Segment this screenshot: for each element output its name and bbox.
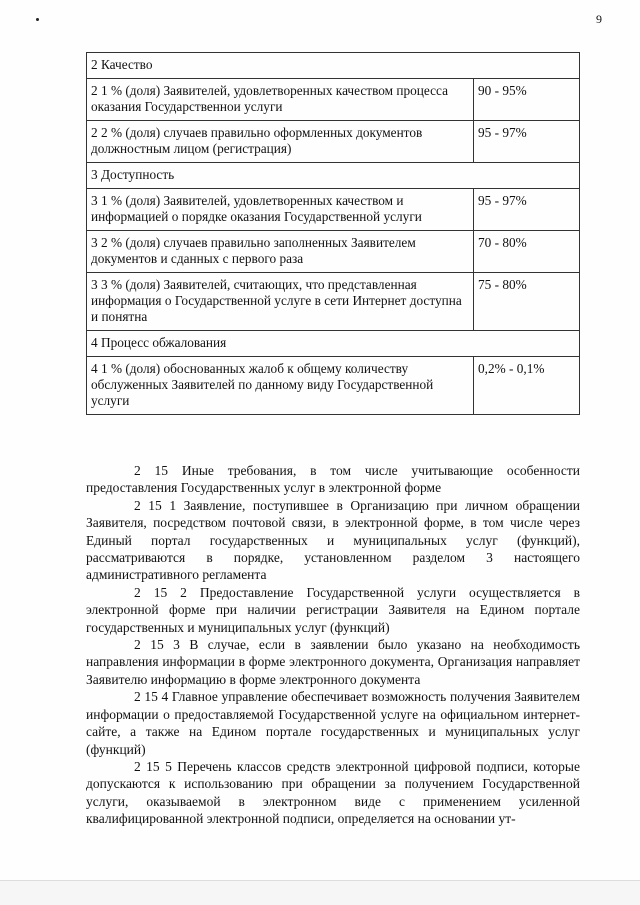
indicator-value: 95 - 97% [474, 121, 580, 163]
paragraph: 2 15 1 Заявление, поступившее в Организацию при личном обращении Заявителя, посредством почтовой связи, в электронной форме, в том числе через Единый портал государственных и муниципальных услуг (функций), рассматриваются в порядке, установленном разделом 3 настоящего административного регламента [86, 497, 580, 583]
scan-bottom-edge [0, 880, 640, 905]
paragraph: 2 15 4 Главное управление обеспечивает возможность получения Заявителем информации о предоставляемой Государственной услуге на официальном интернет-сайте, а также на Едином портале государственных и муниципальных услуг (функций) [86, 689, 580, 757]
table-row [87, 273, 580, 331]
paragraph: 2 15 5 Перечень классов средств электронной цифровой подписи, которые допускаются к использованию при обращении за получением Государственной услуги, оказываемой в электронном виде с применением усиленной квалифицированной электронной подписи, определяется на основании ут- [86, 758, 580, 827]
body-text [86, 462, 580, 828]
indicator-value: 95 - 97% [474, 189, 580, 231]
paragraph: 2 15 2 Предоставление Государственной услуги осуществляется в электронной форме при наличии регистрации Заявителя на Едином портале государственных и муниципальных услуг (функций) [86, 584, 580, 635]
indicator-text: 2 2 % (доля) случаев правильно оформленных документов должностным лицом (регистрация) [87, 121, 474, 163]
table-row [87, 189, 580, 231]
table-row [87, 231, 580, 273]
indicator-text: 3 1 % (доля) Заявителей, удовлетворенных качеством и информацией о порядке оказания Государственной услуги [87, 189, 474, 231]
indicator-text: 2 1 % (доля) Заявителей, удовлетворенных качеством процесса оказания Государственнои услуги [87, 79, 474, 121]
indicator-text: 4 1 % (доля) обоснованных жалоб к общему количеству обслуженных Заявителей по данному виду Государственной услуги [87, 357, 474, 415]
section-title: 4 Процесс обжалования [87, 331, 580, 357]
indicators-table [86, 52, 580, 415]
indicator-value: 0,2% - 0,1% [474, 357, 580, 415]
table-section-row [87, 53, 580, 79]
table-row [87, 79, 580, 121]
table-row [87, 357, 580, 415]
section-title: 3 Доступность [87, 163, 580, 189]
table-section-row [87, 331, 580, 357]
paragraph: 2 15 Иные требования, в том числе учитывающие особенности предоставления Государственных услуг в электронной форме [86, 463, 580, 496]
page-number: 9 [596, 12, 602, 26]
scan-dot [36, 18, 39, 21]
section-title: 2 Качество [87, 53, 580, 79]
indicator-value: 75 - 80% [474, 273, 580, 331]
indicator-value: 90 - 95% [474, 79, 580, 121]
paragraph: 2 15 3 В случае, если в заявлении было указано на необходимость направления информации в форме электронного документа, Организация направляет Заявителю информацию в форме электронного документа [86, 637, 580, 687]
table-row [87, 121, 580, 163]
indicator-value: 70 - 80% [474, 231, 580, 273]
indicator-text: 3 2 % (доля) случаев правильно заполненных Заявителем документов и сданных с первого раза [87, 231, 474, 273]
table-section-row [87, 163, 580, 189]
indicator-text: 3 3 % (доля) Заявителей, считающих, что представленная информация о Государственной услуге в сети Интернет доступна и понятна [87, 273, 474, 331]
